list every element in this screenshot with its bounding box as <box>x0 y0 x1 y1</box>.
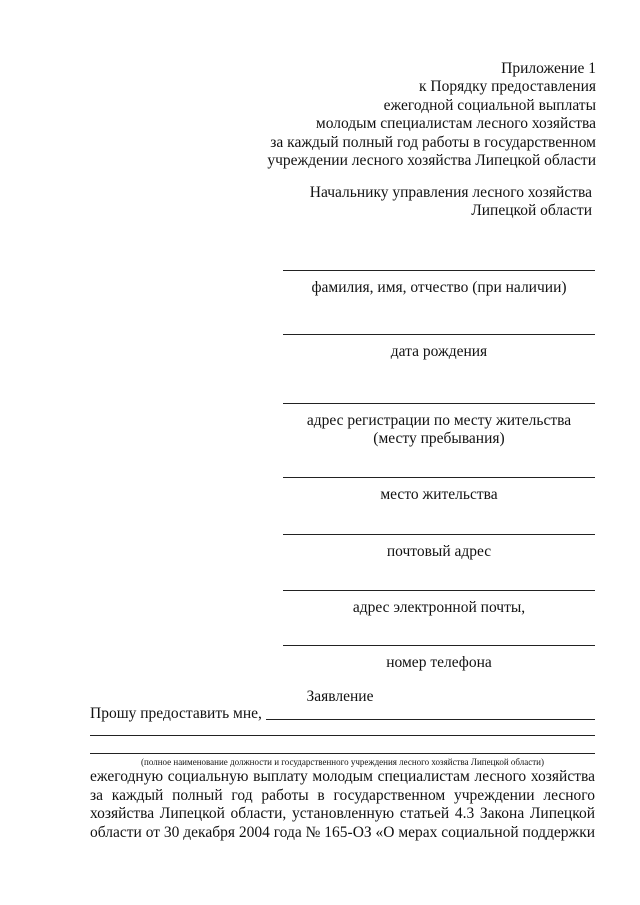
email-line <box>283 590 595 591</box>
header-line: учреждении лесного хозяйства Липецкой области <box>267 152 596 170</box>
full-name-line <box>283 270 595 271</box>
addressee-line: Начальнику управления лесного хозяйства <box>309 184 592 201</box>
addressee-block <box>310 184 592 221</box>
registration-address-field[interactable] <box>283 403 595 448</box>
email-caption: адрес электронной почты, <box>352 599 526 616</box>
body-line: ежегодную социальную выплату молодым специалистам лесного хозяйства <box>90 768 595 785</box>
full-name-field[interactable] <box>283 270 595 297</box>
registration-address-line <box>283 403 595 404</box>
birth-date-caption: дата рождения <box>390 343 488 360</box>
residence-line <box>283 477 595 478</box>
phone-field[interactable] <box>283 645 595 672</box>
phone-line <box>283 645 595 646</box>
position-fill-line-3[interactable] <box>90 753 595 754</box>
postal-address-line <box>283 534 595 535</box>
postal-address-caption: почтовый адрес <box>386 543 492 560</box>
header-line: за каждый полный год работы в государственном <box>270 133 596 151</box>
statement-title: Заявление <box>306 688 374 705</box>
position-footnote: (полное наименование должности и государственного учреждения лесного хозяйства Липецкой области) <box>141 757 544 767</box>
appendix-header <box>267 60 596 170</box>
residence-field[interactable] <box>283 477 595 504</box>
addressee-line: Липецкой области <box>471 202 592 220</box>
birth-date-line <box>283 334 595 335</box>
header-line: молодым специалистам лесного хозяйства <box>315 115 596 133</box>
header-line: ежегодной социальной выплаты <box>383 96 596 114</box>
postal-address-field[interactable] <box>283 534 595 561</box>
header-line: Приложение 1 <box>501 60 596 77</box>
email-field[interactable] <box>283 590 595 617</box>
position-fill-line-2[interactable] <box>90 735 595 736</box>
body-line: хозяйства Липецкой области, установленную статьей 4.3 Закона Липецкой <box>90 805 595 822</box>
body-line: области от 30 декабря 2004 года № 165-ОЗ «О мерах социальной поддержки <box>90 823 596 841</box>
full-name-caption: фамилия, имя, отчество (при наличии) <box>311 279 567 296</box>
position-fill-line[interactable] <box>266 707 595 720</box>
residence-caption: место жительства <box>380 486 498 503</box>
birth-date-field[interactable] <box>283 334 595 361</box>
request-line <box>90 705 595 723</box>
body-line: за каждый полный год работы в государственном учреждении лесного <box>90 786 595 804</box>
registration-address-caption: адрес регистрации по месту жительства (месту пребывания) <box>306 412 572 447</box>
request-prefix: Прошу предоставить мне, <box>90 705 262 722</box>
phone-caption: номер телефона <box>386 654 492 671</box>
statement-body <box>90 768 595 842</box>
header-line: к Порядку предоставления <box>419 78 596 96</box>
